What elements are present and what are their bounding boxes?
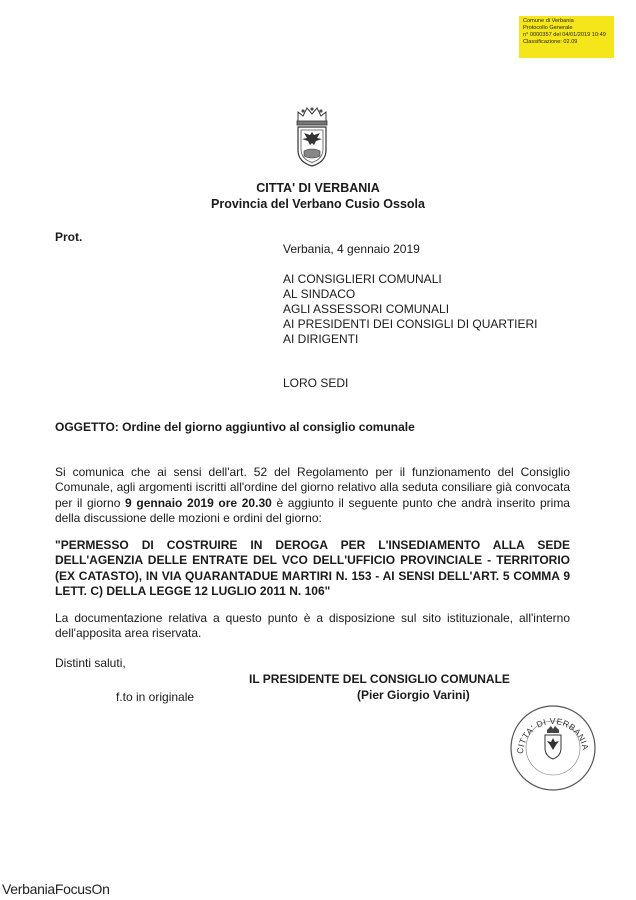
coat-of-arms-icon (292, 104, 332, 168)
protocol-stamp (519, 16, 614, 58)
recipient-line: AGLI ASSESSORI COMUNALI (283, 302, 450, 316)
footer-brand: VerbaniaFocusOn (2, 881, 110, 897)
subject-line: OGGETTO: Ordine del giorno aggiuntivo al consiglio comunale (55, 420, 415, 434)
meeting-datetime: 9 gennaio 2019 ore 20.30 (125, 495, 272, 510)
body-text: è aggiunto il seguente punto che andrà inserito prima della discussione delle mozioni e ordini del giorno: (55, 495, 570, 525)
body-text: Si comunica che ai sensi dell'art. 52 del Regolamento per il funzionamento del Consiglio Comunale, agli argomenti iscritti all'ordine del giorno relativo alla seduta consiliare già convocata per il giorno (55, 465, 570, 510)
closing-greeting: Distinti saluti, (55, 656, 126, 670)
agenda-item-quote: "PERMESSO DI COSTRUIRE IN DEROGA PER L'INSEDIAMENTO ALLA SEDE DELL'AGENZIA DELLE ENTRATE DEL VCO DELL'UFFICIO PROVINCIALE - TERRITORIO (EX CATASTO), IN VIA QUARANTADUE MARTIRI N. 153 - AI SENSI DELL'ART. 5 COMMA 9 LETT. C) DELLA LEGGE 12 LUGLIO 2011 N. 106" (55, 538, 570, 598)
original-signed-note: f.to in originale (116, 690, 195, 704)
protocol-line: Classificazione: 02.09 (523, 39, 578, 45)
protocol-line: n° 0000357 del 04/01/2019 10:49 (523, 32, 606, 38)
loro-sedi: LORO SEDI (283, 376, 349, 390)
date-line: Verbania, 4 gennaio 2019 (283, 242, 420, 256)
recipients-block (283, 272, 538, 347)
protocol-label: Prot. (55, 230, 83, 244)
recipient-line: AI PRESIDENTI DEI CONSIGLI DI QUARTIERI (283, 317, 538, 331)
signatory-name: (Pier Giorgio Varini) (357, 688, 470, 702)
city-title: CITTA' DI VERBANIA (256, 181, 380, 195)
city-seal-stamp-icon (509, 704, 597, 792)
recipient-line: AL SINDACO (283, 287, 356, 301)
seal-text: CITTA' DI VERBANIA (514, 715, 591, 755)
protocol-line: Comune di Verbania (523, 18, 574, 24)
recipient-line: AI DIRIGENTI (283, 332, 359, 346)
body-paragraph (55, 465, 570, 526)
signatory-title: IL PRESIDENTE DEL CONSIGLIO COMUNALE (249, 672, 510, 686)
recipient-line: AI CONSIGLIERI COMUNALI (283, 272, 442, 286)
documentation-paragraph: La documentazione relativa a questo punto è a disposizione sul sito istituzionale, all'interno dell'apposita area riservata. (55, 611, 570, 641)
protocol-line: Protocollo Generale (523, 25, 573, 31)
province-subtitle: Provincia del Verbano Cusio Ossola (211, 197, 425, 211)
